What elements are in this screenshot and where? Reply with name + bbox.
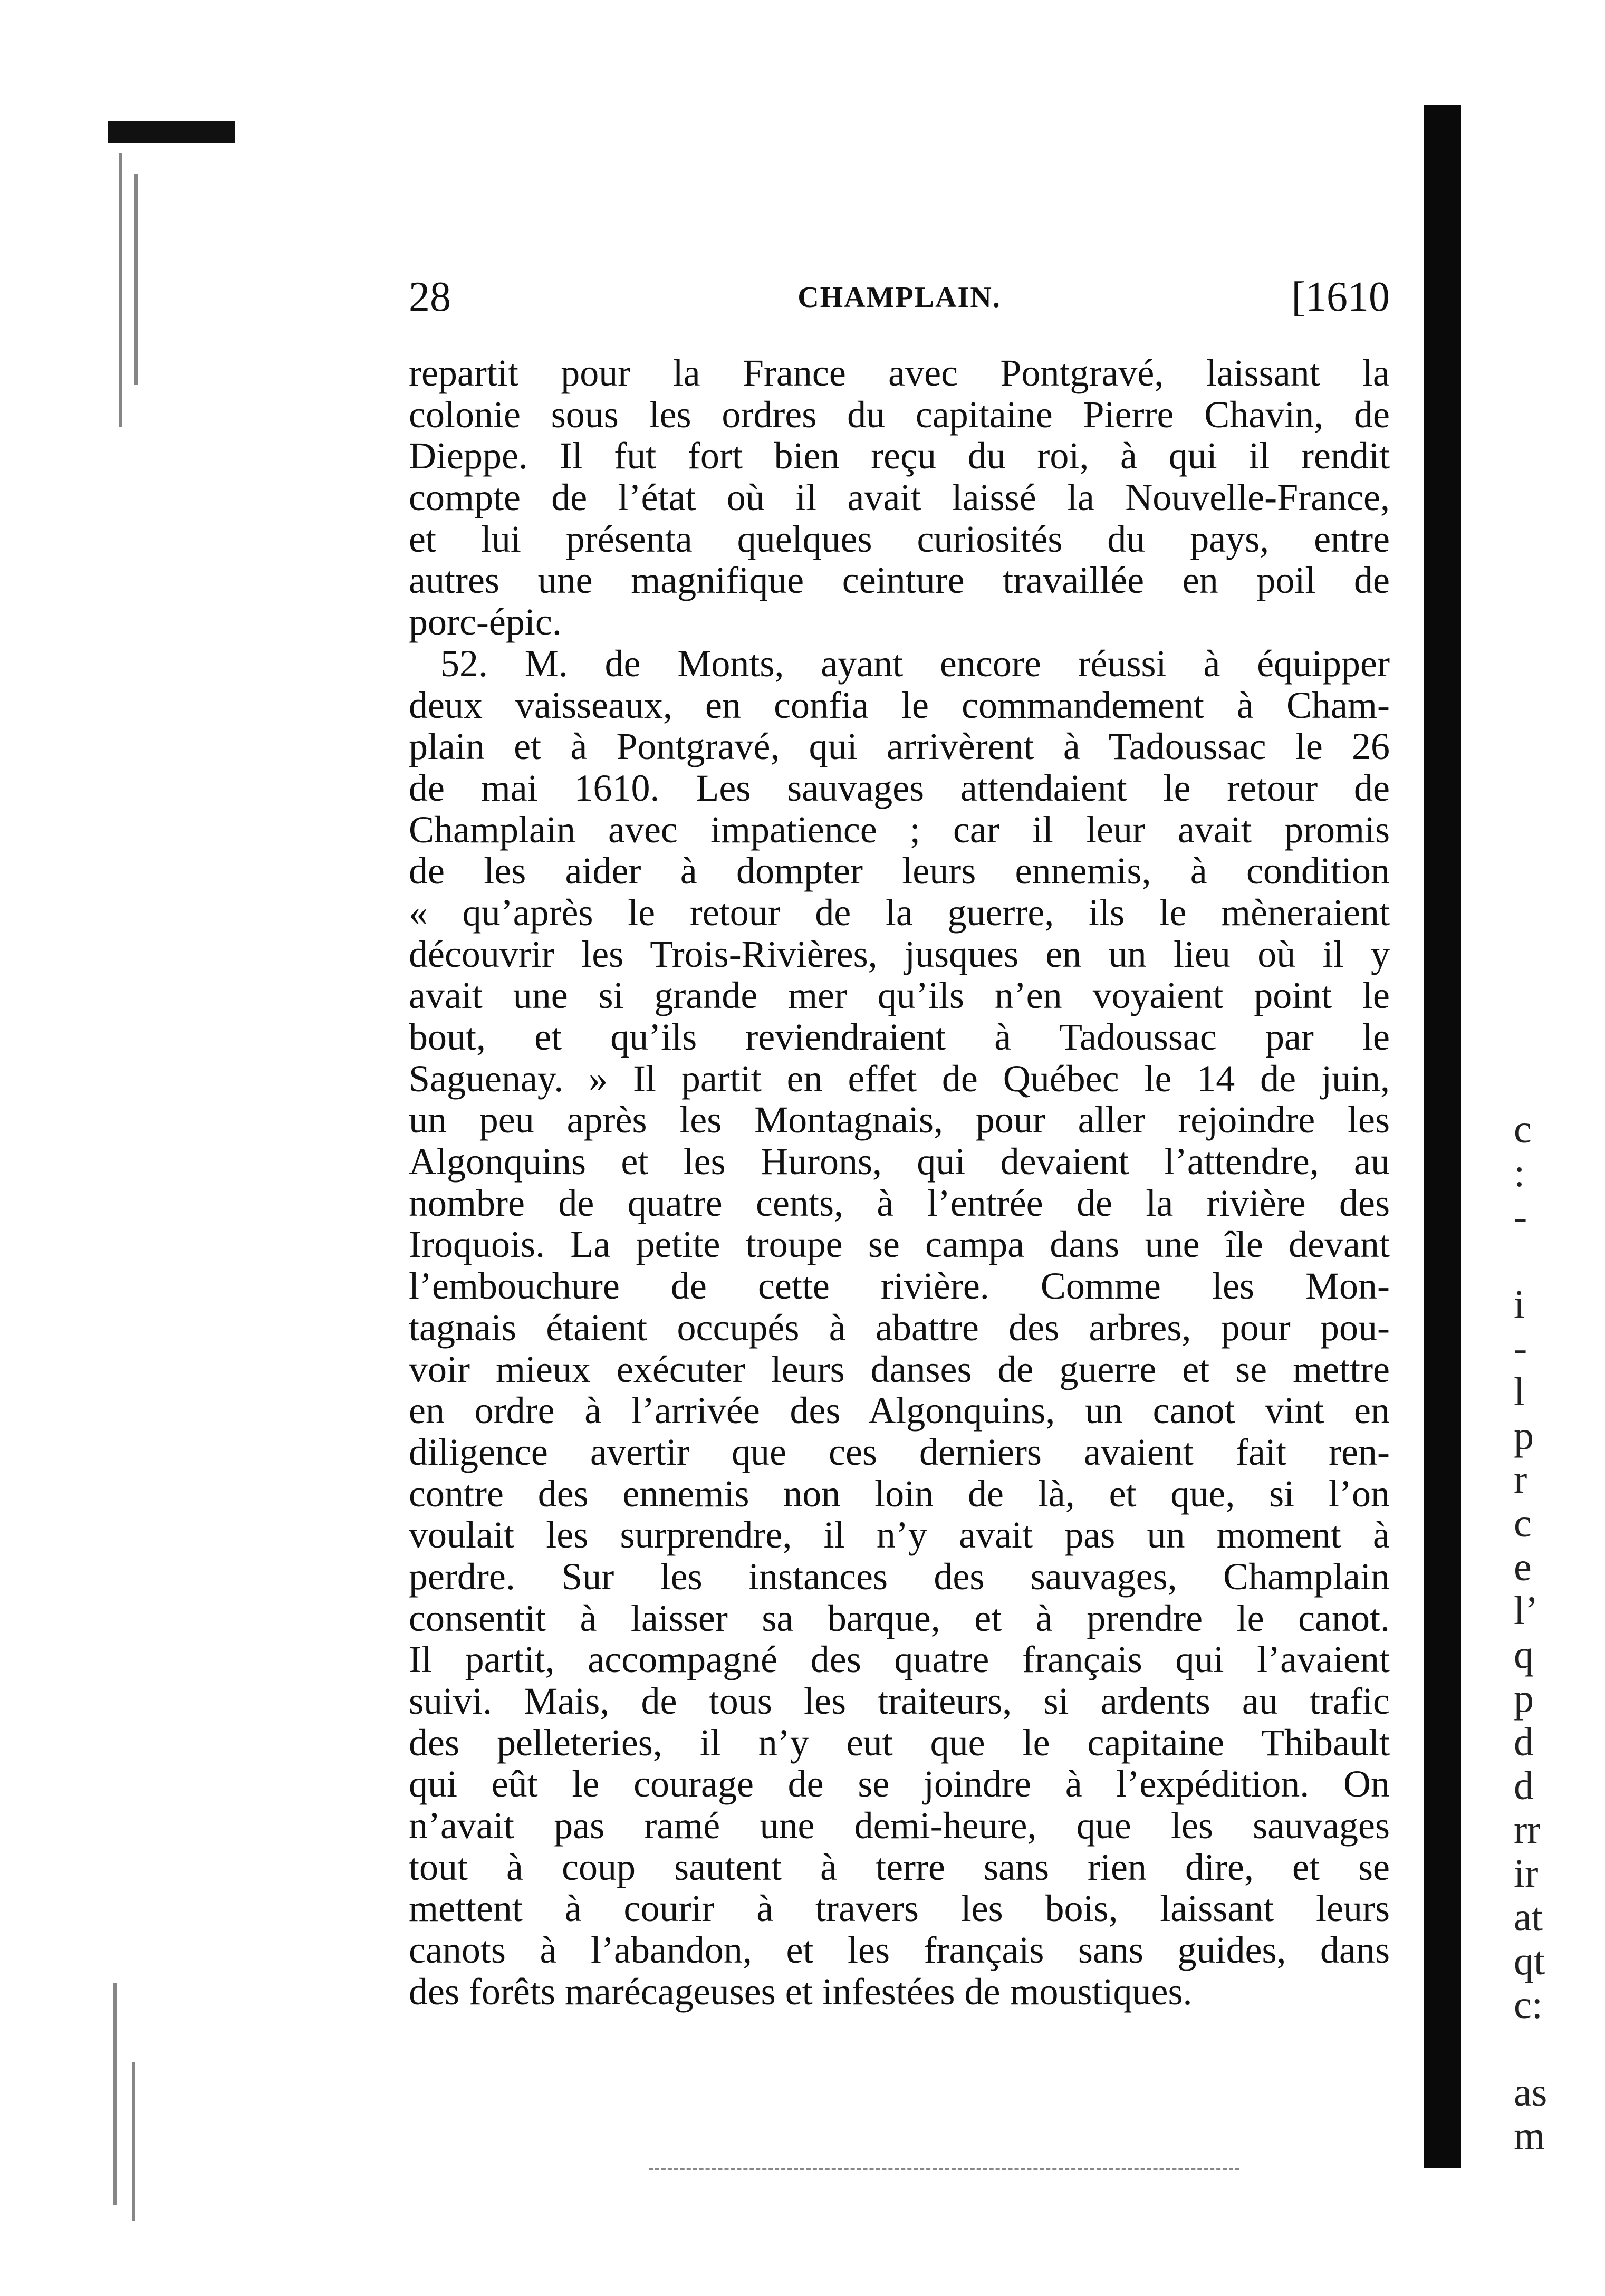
- bleed-char: q: [1514, 1632, 1534, 1677]
- bleed-char: p: [1514, 1676, 1534, 1721]
- text-line: qui eût le courage de se joindre à l’expédition. On: [409, 1763, 1390, 1805]
- text-line: voulait les surprendre, il n’y avait pas un moment à: [409, 1514, 1390, 1557]
- text-line: de les aider à dompter leurs ennemis, à condition: [409, 850, 1390, 892]
- bleed-char: e: [1514, 1545, 1532, 1589]
- text-line: avait une si grande mer qu’ils n’en voyaient point le: [409, 974, 1390, 1017]
- edge-stroke: [113, 1983, 117, 2205]
- text-line: autres une magnifique ceinture travaillée en poil de: [409, 559, 1390, 602]
- edge-stroke: [134, 174, 138, 385]
- text-line: des pelleteries, il n’y eut que le capitaine Thibault: [409, 1721, 1390, 1764]
- edge-stroke: [132, 2062, 135, 2221]
- text-line: et lui présenta quelques curiosités du pays, entre: [409, 517, 1390, 560]
- text-line: en ordre à l’arrivée des Algonquins, un canot vint en: [409, 1389, 1390, 1432]
- body-text: [409, 352, 1390, 2013]
- text-line: de mai 1610. Les sauvages attendaient le retour de: [409, 766, 1390, 809]
- bleed-char: rr: [1514, 1808, 1541, 1852]
- text-line: « qu’après le retour de la guerre, ils le mèneraient: [409, 891, 1390, 934]
- footer-rule: [649, 2168, 1239, 2170]
- text-line: bout, et qu’ils reviendraient à Tadoussac par le: [409, 1016, 1390, 1058]
- page-number: 28: [409, 274, 451, 320]
- running-title: CHAMPLAIN.: [797, 281, 1001, 314]
- bleed-char: c: [1514, 1501, 1532, 1545]
- text-line: contre des ennemis non loin de là, et que, si l’on: [409, 1472, 1390, 1515]
- text-line: l’embouchure de cette rivière. Comme les Mon-: [409, 1265, 1390, 1308]
- bleed-char: l’: [1514, 1589, 1539, 1633]
- text-line: Il partit, accompagné des quatre français qui l’avaient: [409, 1638, 1390, 1681]
- bleed-char: qt: [1514, 1939, 1545, 1983]
- left-page-edge: [103, 111, 150, 2221]
- bleed-char: -: [1514, 1195, 1527, 1239]
- text-line: voir mieux exécuter leurs danses de guerre et se mettre: [409, 1348, 1390, 1390]
- text-line: canots à l’abandon, et les français sans guides, dans: [409, 1929, 1390, 1972]
- bleed-char: l: [1514, 1370, 1525, 1414]
- text-line: perdre. Sur les instances des sauvages, Champlain: [409, 1555, 1390, 1598]
- text-line: colonie sous les ordres du capitaine Pierre Chavin, de: [409, 393, 1390, 436]
- text-line: un peu après les Montagnais, pour aller rejoindre les: [409, 1099, 1390, 1141]
- text-line: Champlain avec impatience ; car il leur avait promis: [409, 808, 1390, 851]
- edge-stroke: [119, 153, 122, 427]
- text-line: suivi. Mais, de tous les traiteurs, si ardents au trafic: [409, 1680, 1390, 1722]
- text-line: tagnais étaient occupés à abattre des arbres, pour pou-: [409, 1306, 1390, 1349]
- running-header: [409, 273, 1390, 323]
- bleed-char: m: [1514, 2114, 1545, 2158]
- bleed-char: [1514, 1239, 1593, 1283]
- text-line: n’avait pas ramé une demi-heure, que les sauvages: [409, 1804, 1390, 1847]
- text-line: nombre de quatre cents, à l’entrée de la rivière des: [409, 1181, 1390, 1224]
- right-binding-shadow: [1424, 105, 1461, 2168]
- text-line: repartit pour la France avec Pontgravé, laissant la: [409, 352, 1390, 394]
- bleed-char: d: [1514, 1764, 1534, 1808]
- bleed-char: :: [1514, 1151, 1525, 1195]
- header-year: [1610: [1291, 274, 1390, 320]
- text-line: plain et à Pontgravé, qui arrivèrent à Tadoussac le 26: [409, 725, 1390, 768]
- bleed-char: [1514, 2027, 1593, 2071]
- text-line: compte de l’état où il avait laissé la Nouvelle-France,: [409, 476, 1390, 519]
- text-line: Iroquois. La petite troupe se campa dans une île devant: [409, 1223, 1390, 1266]
- text-line: mettent à courir à travers les bois, laissant leurs: [409, 1887, 1390, 1930]
- text-line: 52. M. de Monts, ayant encore réussi à équipper: [440, 642, 1390, 685]
- bleed-char: c:: [1514, 1983, 1543, 2027]
- bleed-char: at: [1514, 1895, 1543, 1939]
- bleed-char: -: [1514, 1326, 1527, 1370]
- bleed-char: c: [1514, 1107, 1532, 1151]
- text-line: des forêts marécageuses et infestées de moustiques.: [409, 1970, 1193, 2013]
- bleed-char: p: [1514, 1414, 1534, 1458]
- facing-page-bleed-through: [1514, 1107, 1593, 2158]
- text-line: tout à coup sautent à terre sans rien dire, et se: [409, 1846, 1390, 1888]
- bleed-char: d: [1514, 1720, 1534, 1764]
- bleed-char: as: [1514, 2070, 1548, 2115]
- bleed-char: ir: [1514, 1851, 1539, 1896]
- text-line: Algonquins et les Hurons, qui devaient l’attendre, au: [409, 1140, 1390, 1183]
- text-line: Saguenay. » Il partit en effet de Québec le 14 de juin,: [409, 1057, 1390, 1100]
- text-line: consentit à laisser sa barque, et à prendre le canot.: [409, 1597, 1390, 1639]
- binding-mark: [108, 121, 235, 143]
- text-line: porc-épic.: [409, 601, 562, 643]
- text-line: découvrir les Trois-Rivières, jusques en un lieu où il y: [409, 933, 1390, 975]
- text-line: Dieppe. Il fut fort bien reçu du roi, à qui il rendit: [409, 435, 1390, 477]
- text-line: diligence avertir que ces derniers avaient fait ren-: [409, 1430, 1390, 1473]
- bleed-char: i: [1514, 1282, 1525, 1327]
- text-line: deux vaisseaux, en confia le commandement à Cham-: [409, 684, 1390, 726]
- bleed-char: r: [1514, 1457, 1527, 1502]
